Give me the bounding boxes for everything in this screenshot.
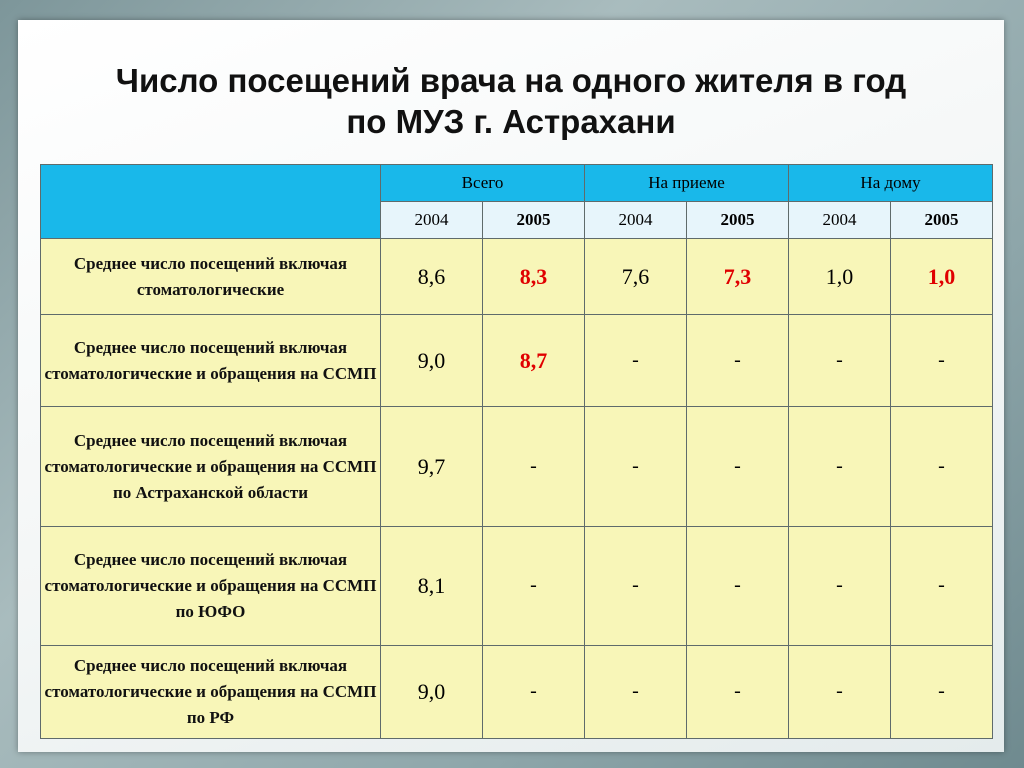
table-row: [41, 239, 993, 315]
table-cell: -: [585, 645, 687, 738]
row-label: Среднее число посещений включая стоматологические: [41, 239, 381, 315]
table-cell: -: [585, 526, 687, 645]
table-cell-highlight: 7,3: [687, 239, 789, 315]
header-year: 2004: [381, 202, 483, 239]
table-row: [41, 645, 993, 738]
table-cell: -: [585, 407, 687, 526]
row-label: Среднее число посещений включая стоматологические и обращения на ССМП: [41, 315, 381, 407]
table-cell-highlight: 8,3: [483, 239, 585, 315]
table-cell: -: [585, 315, 687, 407]
header-group-reception: На приеме: [585, 165, 789, 202]
header-year: 2005: [687, 202, 789, 239]
header-group-home: На дому: [789, 165, 993, 202]
table-cell: -: [789, 315, 891, 407]
table-cell: -: [483, 645, 585, 738]
table-cell: -: [483, 407, 585, 526]
table-cell-highlight: 1,0: [891, 239, 993, 315]
table-cell: -: [687, 315, 789, 407]
table-cell: 9,0: [381, 315, 483, 407]
header-year: 2005: [891, 202, 993, 239]
table-cell: 9,0: [381, 645, 483, 738]
table-cell: -: [891, 407, 993, 526]
header-year: 2005: [483, 202, 585, 239]
table-cell-highlight: 8,7: [483, 315, 585, 407]
table-row: [41, 315, 993, 407]
visits-table: [40, 164, 993, 739]
row-label: Среднее число посещений включая стоматологические и обращения на ССМП по Астраханской области: [41, 407, 381, 526]
title-line-2: по МУЗ г. Астрахани: [346, 103, 676, 140]
row-label: Среднее число посещений включая стоматологические и обращения на ССМП по ЮФО: [41, 526, 381, 645]
table-cell: -: [687, 526, 789, 645]
table-cell: 8,6: [381, 239, 483, 315]
table-row: [41, 407, 993, 526]
row-label: Среднее число посещений включая стоматологические и обращения на ССМП по РФ: [41, 645, 381, 738]
table-row: [41, 526, 993, 645]
header-year: 2004: [585, 202, 687, 239]
table-cell: 7,6: [585, 239, 687, 315]
slide-title: [18, 60, 1004, 142]
table-cell: -: [789, 645, 891, 738]
header-group-total: Всего: [381, 165, 585, 202]
table-cell: -: [891, 315, 993, 407]
header-row-groups: [41, 165, 993, 202]
table-cell: -: [789, 407, 891, 526]
slide: [18, 20, 1004, 752]
table-cell: 9,7: [381, 407, 483, 526]
header-corner-cell: [41, 165, 381, 239]
table-cell: -: [891, 645, 993, 738]
table-cell: 8,1: [381, 526, 483, 645]
table-cell: -: [687, 645, 789, 738]
table-cell: 1,0: [789, 239, 891, 315]
header-year: 2004: [789, 202, 891, 239]
table-cell: -: [687, 407, 789, 526]
table-cell: -: [483, 526, 585, 645]
table-cell: -: [891, 526, 993, 645]
table-cell: -: [789, 526, 891, 645]
title-line-1: Число посещений врача на одного жителя в год: [115, 62, 907, 99]
